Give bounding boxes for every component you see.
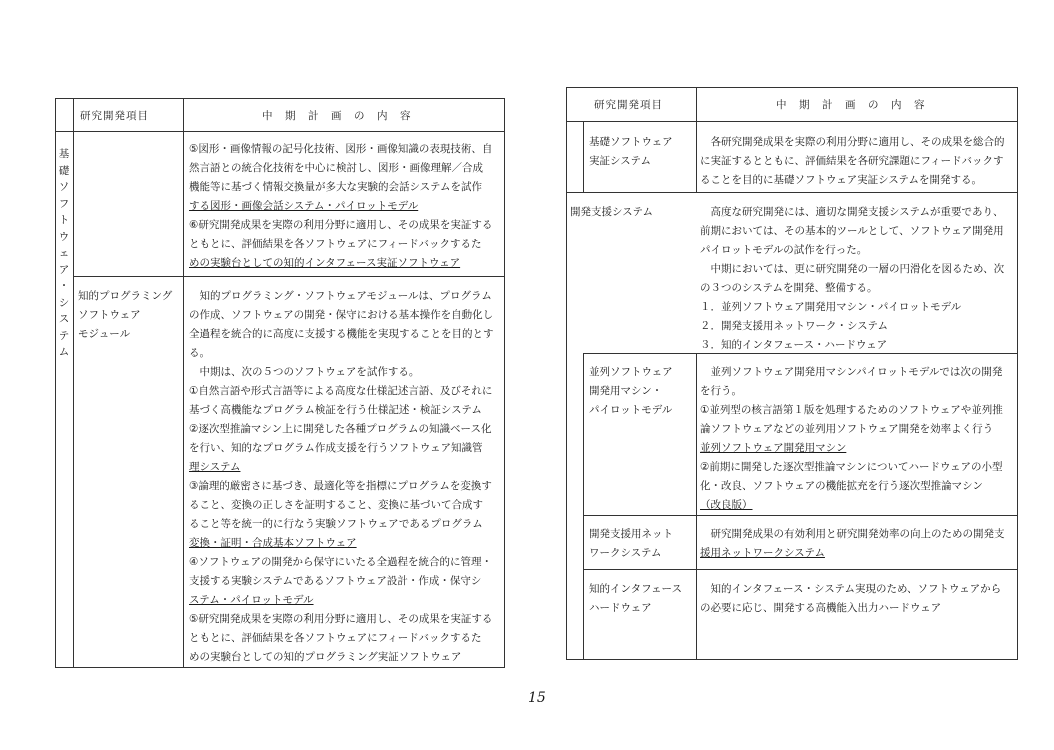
text-line: に実証するとともに、評価結果を各研究課題にフィードバックす <box>700 155 1004 167</box>
left-row2-item <box>78 287 182 344</box>
right-header-divider <box>566 121 1018 122</box>
category-char: ェ <box>58 247 70 259</box>
item-line: 基礎ソフトウェア <box>589 136 673 148</box>
text-line: の３つのシステムを開発、整備する。 <box>700 282 878 294</box>
left-category-label <box>57 146 71 361</box>
category-char: ム <box>58 346 70 358</box>
right-item-divider-lower <box>696 353 697 660</box>
text-line: 論ソフトウェアなどの並列用ソフトウェア開発を効率よく行う <box>700 423 994 435</box>
right-hw-content <box>700 580 1016 618</box>
category-char: ア <box>58 263 70 276</box>
text-line: ること、変換の正しさを証明すること、変換に基づいて合成す <box>189 499 483 511</box>
text-line: 並列ソフトウェア開発用マシンパイロットモデルでは次の開発 <box>700 366 1003 378</box>
left-item-divider <box>183 98 184 668</box>
text-line: 然言語との統合化技術を中心に検討し、図形・画像理解／合成 <box>189 162 483 174</box>
text-line: ①自然言語や形式言語等による高度な仕様記述言語、及びそれに <box>189 385 493 397</box>
text-line: る。 <box>189 347 210 359</box>
category-char: ・ <box>58 280 70 292</box>
item-line: ソフトウェア <box>78 309 141 321</box>
text-line: ３．知的インタフェース・ハードウェア <box>700 339 888 351</box>
category-char: シ <box>58 296 70 309</box>
text-line: 援用ネットワークシステム <box>700 547 825 559</box>
text-line: 高度な研究開発には、適切な開発支援システムが重要であり、 <box>700 206 1004 218</box>
text-line: １．並列ソフトウェア開発用マシン・パイロットモデル <box>700 301 962 313</box>
right-parallel-item <box>589 363 695 420</box>
item-line: パイロットモデル <box>589 404 673 416</box>
item-line: 開発支援用ネット <box>589 528 673 540</box>
text-line: 各研究開発成果を実際の利用分野に適用し、その成果を総合的 <box>700 136 1005 148</box>
text-line: （改良版） <box>700 499 753 511</box>
text-line: ること等を統一的に行なう実験ソフトウェアであるプログラム <box>189 518 483 530</box>
category-char: ソ <box>58 181 70 193</box>
text-line: めの実験台としての知的インタフェース実証ソフトウェア <box>189 257 461 269</box>
category-char: ト <box>58 214 70 226</box>
item-line: ワークシステム <box>589 547 662 559</box>
left-header-item: 研究開発項目 <box>80 110 149 122</box>
text-line: 変換・証明・合成基本ソフトウェア <box>189 537 357 549</box>
text-line: ②逐次型推論マシン上に開発した各種プログラムの知識ベース化 <box>189 423 492 435</box>
left-header-divider <box>55 131 505 132</box>
text-line: 中期においては、更に研究開発の一層の円滑化を図るため、次 <box>700 263 1005 275</box>
text-line: の作成、ソフトウェアの開発・保守における基本操作を自動化し <box>189 309 494 321</box>
right-base-item <box>589 133 695 171</box>
category-char: 礎 <box>58 164 70 177</box>
item-line: ハードウェア <box>589 602 652 614</box>
text-line: 中期は、次の５つのソフトウェアを試作する。 <box>189 366 420 378</box>
text-line: 全過程を統合的に高度に支援する機能を実現することを目的とす <box>189 328 494 340</box>
text-line: 前期においては、その基本的ツールとして、ソフトウェア開発用 <box>700 225 1004 237</box>
item-line: 知的プログラミング <box>78 290 173 302</box>
left-category-divider <box>73 98 74 668</box>
text-line: パイロットモデルの試作を行った。 <box>700 244 868 256</box>
text-line: ⑤研究開発成果を実際の利用分野に適用し、その成果を実証する <box>189 613 493 625</box>
right-header-content: 中 期 計 画 の 内 容 <box>776 99 926 111</box>
category-char: テ <box>58 329 70 342</box>
left-row1-content <box>189 140 503 273</box>
right-parallel-content <box>700 363 1016 515</box>
text-line: ともとに、評価結果を各ソフトウェアにフィードバックするた <box>189 632 482 644</box>
text-line: ることを目的に基礎ソフトウェア実証システムを開発する。 <box>700 174 983 186</box>
text-line: の必要に応じ、開発する高機能入出力ハードウェア <box>700 602 942 614</box>
text-line: 基づく高機能なプログラム検証を行う仕様記述・検証システム <box>189 404 482 416</box>
text-line: 理システム <box>189 461 241 473</box>
right-hw-item <box>589 580 695 618</box>
text-line: 化・改良、ソフトウェアの機能拡充を行う逐次型推論マシン <box>700 480 983 492</box>
text-line: 知的プログラミング・ソフトウェアモジュールは、プログラム <box>189 290 492 302</box>
right-indent-line-lower <box>583 353 584 660</box>
right-dev-item: 開発支援システム <box>570 206 653 218</box>
category-char: ウ <box>58 230 70 243</box>
right-header-item: 研究開発項目 <box>594 99 663 111</box>
right-network-item <box>589 525 695 563</box>
right-item-divider-header <box>696 87 697 192</box>
text-line: ステム・パイロットモデル <box>189 594 314 606</box>
item-line: 開発用マシン・ <box>589 385 663 397</box>
text-line: を行い、知的なプログラム作成支援を行うソフトウェア知識管 <box>189 442 483 454</box>
text-line: ２．開発支援用ネットワーク・システム <box>700 320 888 332</box>
item-line: 実証システム <box>589 155 651 167</box>
right-network-content <box>700 525 1016 563</box>
text-line: ともとに、評価結果を各ソフトウェアにフィードバックするた <box>189 238 482 250</box>
text-line: 研究開発成果の有効利用と研究開発効率の向上のための開発支 <box>700 528 1005 540</box>
right-row-divider-1 <box>566 192 1018 193</box>
left-header-content: 中 期 計 画 の 内 容 <box>262 110 412 122</box>
page-number: 15 <box>528 690 546 706</box>
category-char: ス <box>58 313 70 325</box>
text-line: 支援する実験システムであるソフトウェア設計・作成・保守シ <box>189 575 482 587</box>
text-line: を行う。 <box>700 385 742 397</box>
text-line: ⑤図形・画像情報の記号化技術、図形・画像知識の表現技術、自 <box>189 143 493 155</box>
category-char: フ <box>58 197 70 210</box>
right-row-divider-4 <box>583 569 1018 570</box>
text-line: 知的インタフェース・システム実現のため、ソフトウェアから <box>700 583 1002 595</box>
right-base-content <box>700 133 1016 190</box>
text-line: 機能等に基づく情報交換量が多大な実験的会話システムを試作 <box>189 181 482 193</box>
text-line: ⑥研究開発成果を実際の利用分野に適用し、その成果を実証する <box>189 219 493 231</box>
text-line: めの実験台としての知的プログラミング実証ソフトウェア <box>189 651 462 663</box>
text-line: ②前期に開発した逐次型推論マシンについてハードウェアの小型 <box>700 461 1003 473</box>
item-line: 並列ソフトウェア <box>589 366 673 378</box>
text-line: ③論理的厳密さに基づき、最適化等を指標にプログラムを変換す <box>189 480 492 492</box>
text-line: する図形・画像会話システム・パイロットモデル <box>189 200 419 212</box>
text-line: ④ソフトウェアの開発から保守にいたる全過程を統合的に管理・ <box>189 556 492 568</box>
left-row2-content <box>189 287 503 667</box>
category-char: 基 <box>58 148 70 160</box>
left-row-divider <box>73 276 505 277</box>
right-indent-line <box>583 121 584 192</box>
right-row-divider-3 <box>583 515 1018 516</box>
text-line: ①並列型の核言語第１版を処理するためのソフトウェアや並列推 <box>700 404 1003 416</box>
right-dev-content <box>700 203 1016 355</box>
item-line: 知的インタフェース <box>589 583 683 595</box>
item-line: モジュール <box>78 328 131 340</box>
text-line: 並列ソフトウェア開発用マシン <box>700 442 847 454</box>
